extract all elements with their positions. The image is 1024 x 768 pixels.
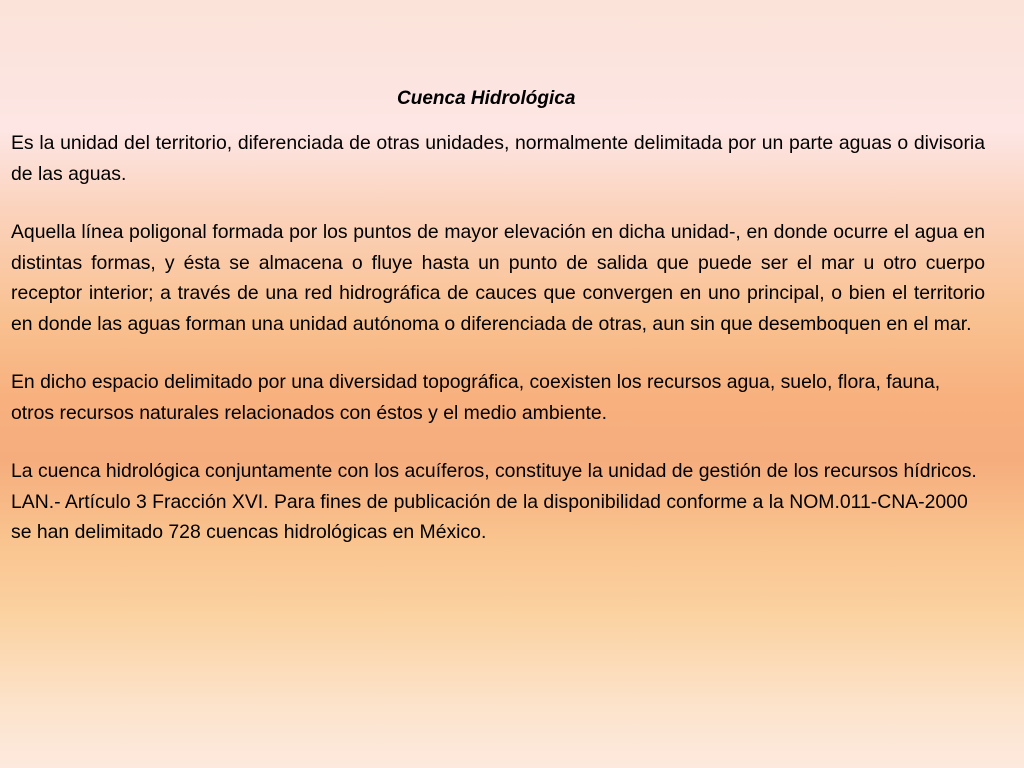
- slide-title: Cuenca Hidrológica: [397, 88, 576, 109]
- paragraph-resources: En dicho espacio delimitado por una diversidad topográfica, coexisten los recursos agua, suelo, flora, fauna, otros recursos naturales relacionados con éstos y el medio ambiente.: [11, 371, 941, 424]
- slide-content: [11, 84, 985, 576]
- paragraph-definition: Es la unidad del territorio, diferenciada de otras unidades, normalmente delimitada por un parte aguas o divisoria de las aguas.: [11, 132, 985, 185]
- paragraph-management: La cuenca hidrológica conjuntamente con los acuíferos, constituye la unidad de gestión de los recursos hídricos. LAN.- Artículo 3 Fracción XVI. Para fines de publicación de la disponibilidad conforme a la NOM.011-CNA-2000 se han delimitado 728 cuencas hidrológicas en México.: [11, 460, 977, 543]
- paragraph-divide-line: Aquella línea poligonal formada por los puntos de mayor elevación en dicha unidad-, en donde ocurre el agua en distintas formas, y ésta se almacena o fluye hasta un punto de salida que puede ser el mar u otro cuerpo receptor interior; a través de una red hidrográfica de cauces que convergen en uno principal, o bien el territorio en donde las aguas forman una unidad autónoma o diferenciada de otras, aun sin que desemboquen en el mar.: [11, 221, 985, 335]
